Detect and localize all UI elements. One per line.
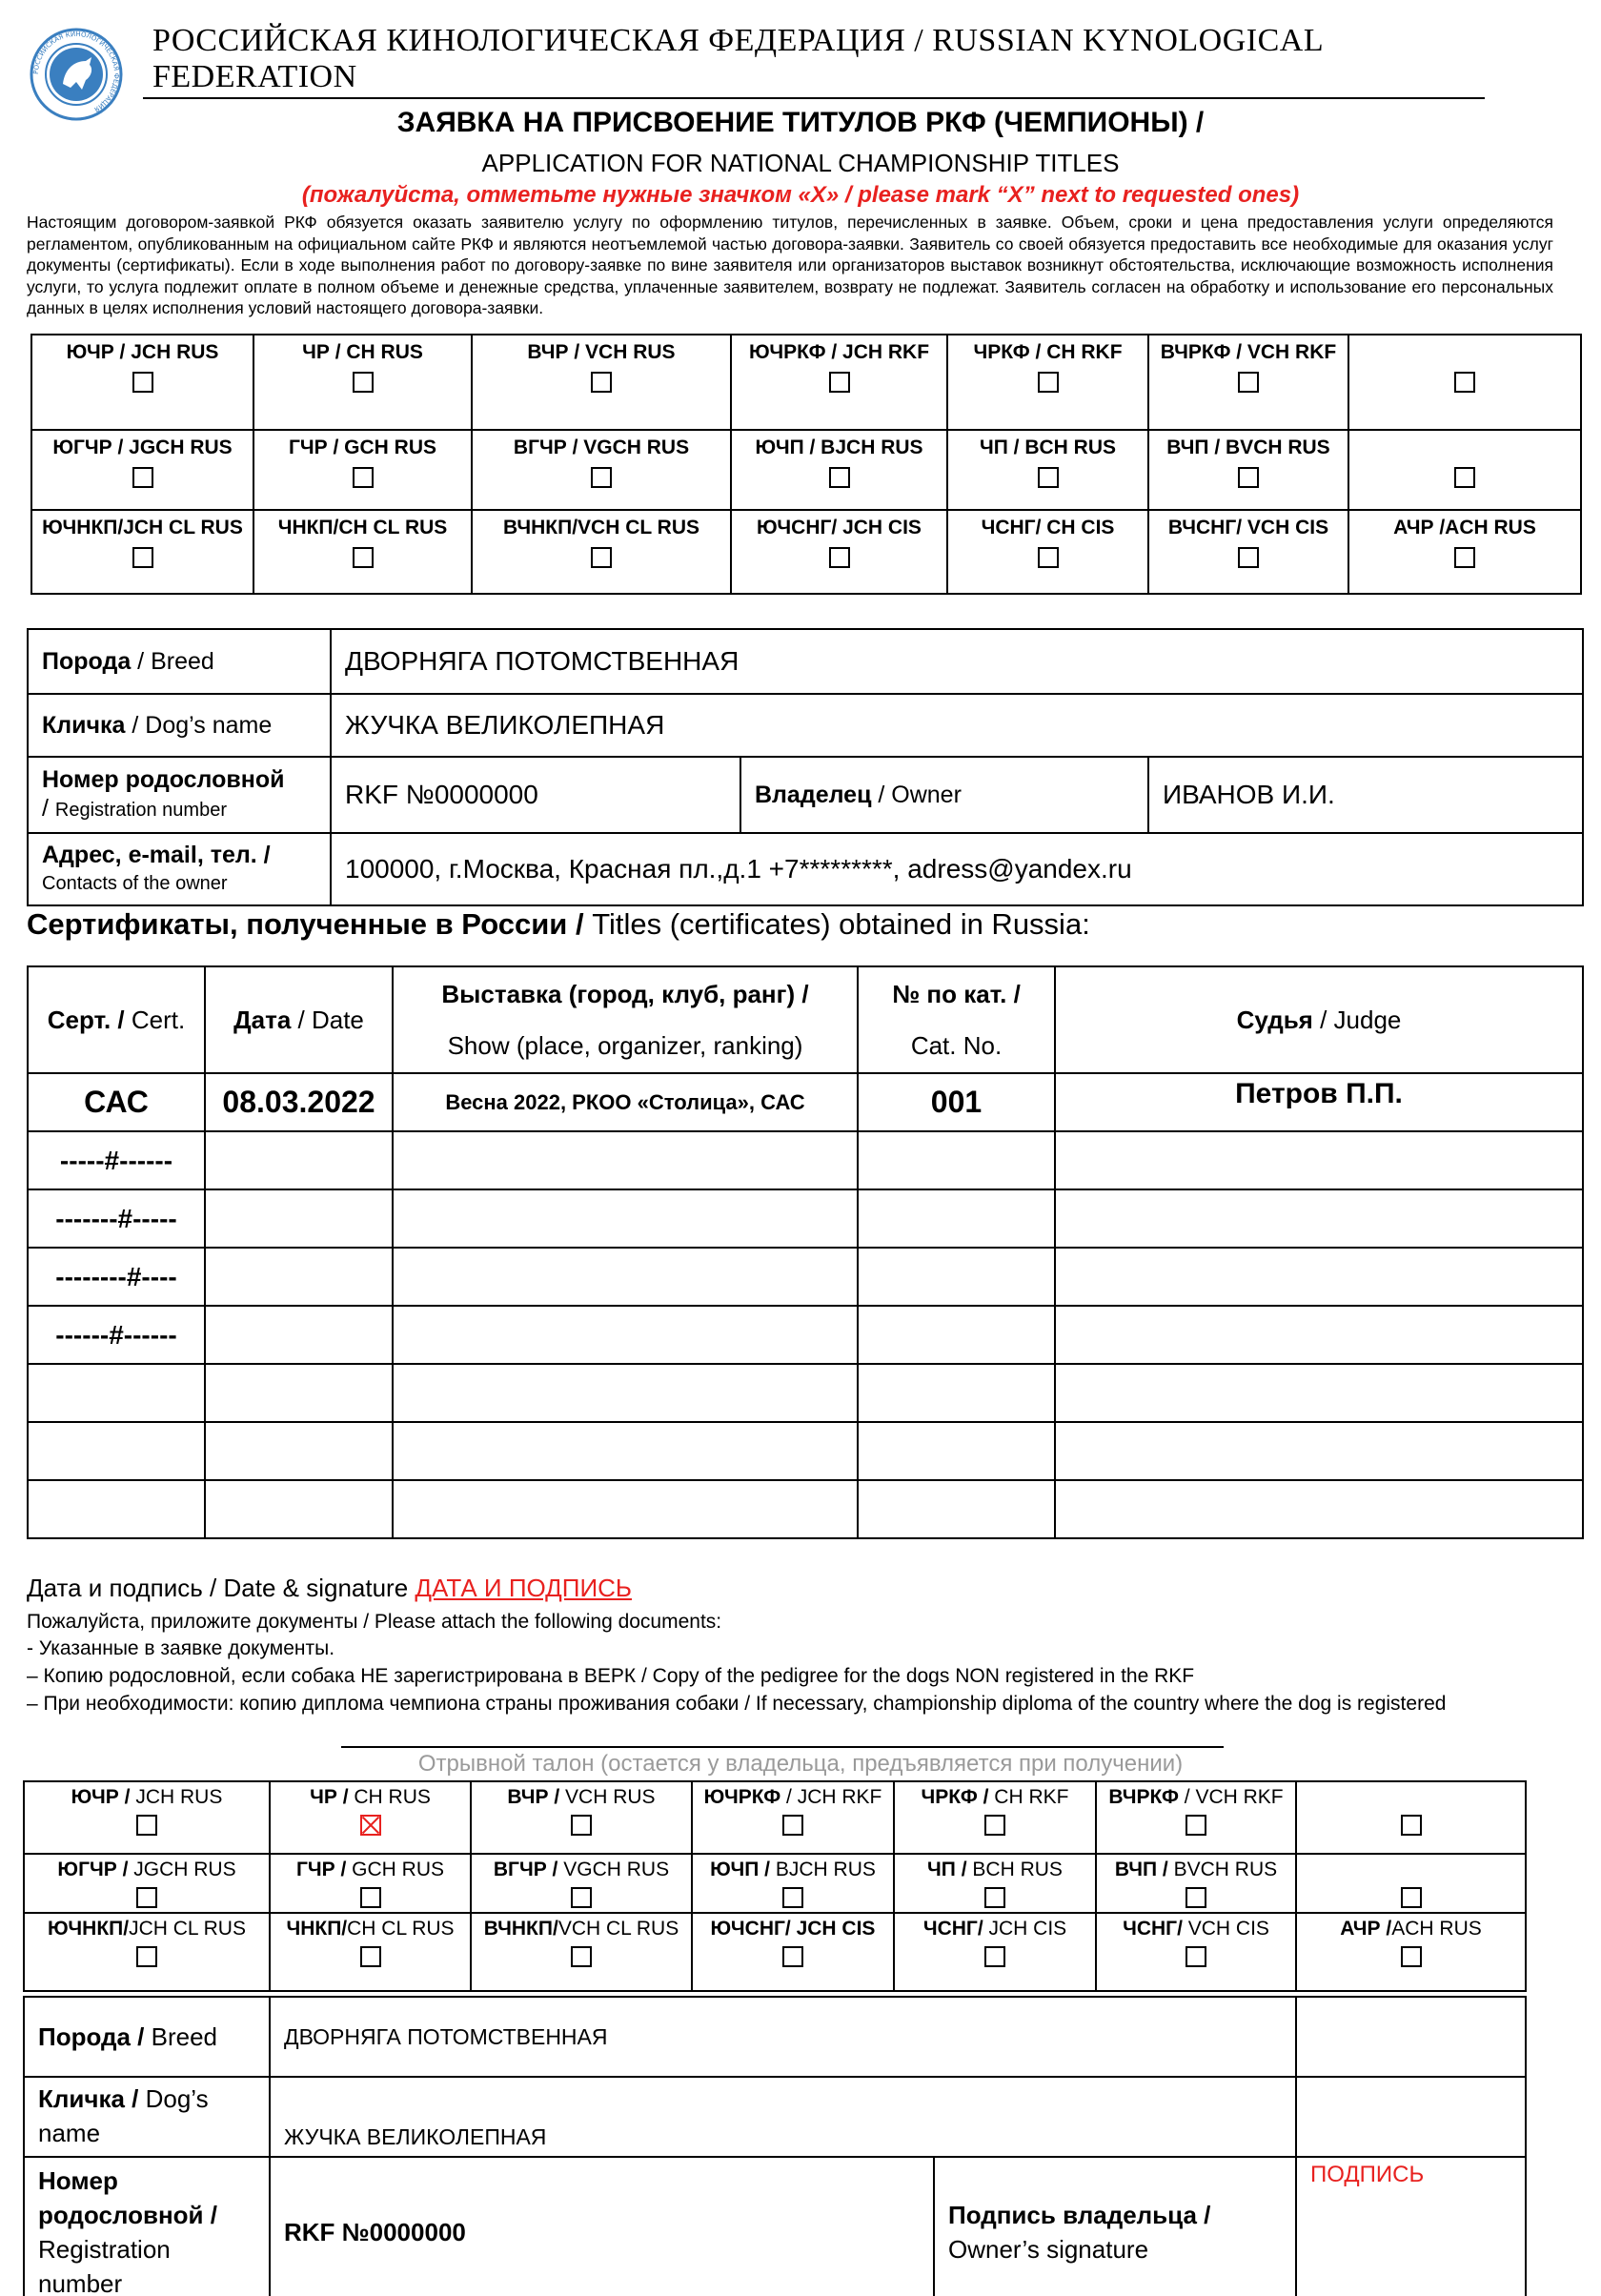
contacts-value[interactable]: 100000, г.Москва, Красная пл.,д.1 +7*********, adress@yandex.ru (331, 833, 1583, 905)
table-row (28, 1131, 1583, 1189)
stub-title-cell: ЧСНГ/ JCH CIS (894, 1913, 1096, 1991)
stub-checkbox[interactable] (360, 1887, 381, 1908)
instruction: (пожалуйста, отметьте нужные значком «Х» / please mark “X” next to requested ones) (301, 182, 1300, 208)
stub-title-cell: ЮЧР / JCH RUS (24, 1781, 270, 1854)
title-cell: ЧСНГ/ CH CIS (947, 510, 1148, 594)
cert-cell[interactable]: САС (28, 1073, 205, 1131)
cat-cell[interactable] (858, 1364, 1055, 1422)
title-checkbox[interactable] (829, 547, 850, 568)
cat-cell[interactable] (858, 1189, 1055, 1248)
title-cell: ЧП / BCH RUS (947, 430, 1148, 510)
stub-title-cell: ЮЧСНГ/ JCH CIS (692, 1913, 894, 1991)
show-cell[interactable]: Весна 2022, РКОО «Столица», САС (393, 1073, 858, 1131)
title-cell: ЮЧР / JCH RUS (31, 335, 253, 430)
stub-checkbox-checked[interactable] (360, 1815, 381, 1836)
date-cell[interactable] (205, 1306, 393, 1364)
show-cell[interactable] (393, 1248, 858, 1306)
date-cell[interactable] (205, 1480, 393, 1538)
stub-title-cell: ЧСНГ/ VCH CIS (1096, 1913, 1296, 1991)
stub-dog-table (23, 1996, 1527, 2296)
stub-checkbox[interactable] (782, 1887, 803, 1908)
signature-value[interactable]: ДАТА И ПОДПИСЬ (415, 1574, 632, 1602)
stub-name-value[interactable]: ЖУЧКА ВЕЛИКОЛЕПНАЯ (270, 2077, 1296, 2157)
col-header-show: Выставка (город, клуб, ранг) / Show (place, organizer, ranking) (393, 966, 858, 1073)
title-cell: ВЧР / VCH RUS (472, 335, 731, 430)
stub-breed-value[interactable]: ДВОРНЯГА ПОТОМСТВЕННАЯ (270, 1997, 1296, 2077)
title-cell (1348, 430, 1581, 510)
title-cell: ЮЧРКФ / JCH RKF (731, 335, 947, 430)
stub-checkbox[interactable] (782, 1946, 803, 1967)
show-cell[interactable] (393, 1422, 858, 1480)
contacts-label: Адрес, e-mail, тел. / Contacts of the owner (28, 833, 331, 905)
title-checkbox[interactable] (1238, 372, 1259, 393)
stub-checkbox[interactable] (984, 1946, 1005, 1967)
date-cell[interactable] (205, 1131, 393, 1189)
cat-cell[interactable] (858, 1248, 1055, 1306)
title-checkbox[interactable] (1038, 372, 1059, 393)
judge-cell[interactable] (1055, 1480, 1583, 1538)
title-cell: АЧР /ACH RUS (1348, 510, 1581, 594)
dog-name-value[interactable]: ЖУЧКА ВЕЛИКОЛЕПНАЯ (331, 694, 1583, 757)
date-cell[interactable] (205, 1248, 393, 1306)
stub-title-cell (1296, 1781, 1526, 1854)
date-cell[interactable] (205, 1422, 393, 1480)
title-checkbox[interactable] (132, 372, 153, 393)
title-checkbox[interactable] (1238, 467, 1259, 488)
title-checkbox[interactable] (353, 467, 374, 488)
stub-title-cell: ВЧП / BVCH RUS (1096, 1854, 1296, 1913)
stub-checkbox[interactable] (1186, 1946, 1206, 1967)
title-checkbox[interactable] (132, 467, 153, 488)
owner-value[interactable]: ИВАНОВ И.И. (1148, 757, 1583, 833)
judge-cell[interactable] (1055, 1248, 1583, 1306)
stub-title-cell: ЧР / CH RUS (270, 1781, 471, 1854)
cert-cell[interactable]: --------#---- (28, 1248, 205, 1306)
stub-checkbox[interactable] (571, 1815, 592, 1836)
form-title-en: APPLICATION FOR NATIONAL CHAMPIONSHIP TITLES (481, 149, 1120, 177)
stub-breed-label: Порода / Breed (24, 1997, 270, 2077)
title-cell: ВЧРКФ / VCH RKF (1148, 335, 1348, 430)
stub-checkbox[interactable] (136, 1946, 157, 1967)
title-cell: ВЧСНГ/ VCH CIS (1148, 510, 1348, 594)
date-cell[interactable] (205, 1364, 393, 1422)
title-cell: ВГЧР / VGCH RUS (472, 430, 731, 510)
stub-checkbox[interactable] (1401, 1946, 1422, 1967)
cert-cell[interactable]: ------#------ (28, 1306, 205, 1364)
stub-registration-label: Номер родословной / Registration number (24, 2157, 270, 2296)
registration-label: Номер родословной / Registration number (28, 757, 331, 833)
stub-signature-value[interactable]: ПОДПИСЬ (1296, 2157, 1526, 2296)
title-checkbox[interactable] (1238, 547, 1259, 568)
stub-empty-cell (1296, 1997, 1526, 2077)
org-title: РОССИЙСКАЯ КИНОЛОГИЧЕСКАЯ ФЕДЕРАЦИЯ / RUSSIAN KYNOLOGICAL FEDERATION (152, 23, 1323, 94)
title-checkbox[interactable] (1038, 547, 1059, 568)
attach-item-2: – Копию родословной, если собака НЕ зарегистрирована в ВЕРК / Copy of the pedigree for the dogs NON registered in the RKF (27, 1665, 1195, 1687)
form-title-ru: ЗАЯВКА НА ПРИСВОЕНИЕ ТИТУЛОВ РКФ (ЧЕМПИОНЫ) / (396, 107, 1205, 138)
stub-caption: Отрывной талон (остается у владельца, предъявляется при получении) (417, 1751, 1184, 1777)
breed-value[interactable]: ДВОРНЯГА ПОТОМСТВЕННАЯ (331, 629, 1583, 694)
judge-cell[interactable]: Петров П.П. (1055, 1073, 1583, 1131)
title-checkbox[interactable] (1454, 467, 1475, 488)
col-header-cert: Серт. / Cert. (28, 966, 205, 1073)
stub-checkbox[interactable] (571, 1946, 592, 1967)
owner-label: Владелец / Owner (740, 757, 1148, 833)
judge-cell[interactable] (1055, 1131, 1583, 1189)
stub-checkbox[interactable] (1186, 1887, 1206, 1908)
stub-signature-label: Подпись владельца / Owner’s signature (934, 2157, 1296, 2296)
intro-text: Настоящим договором-заявкой РКФ обязуется оказать заявителю услугу по оформлению титулов, перечисленных в заявке. Объем, сроки и цена предоставления услуги определяются регламентом, опубликованным на официальном сайте РКФ и являются неотъемлемой частью договора-заявки. Заявитель со своей обязуется предоставить все необходимые для оказания услуг документы (сертификаты). Если в ходе выполнения работ по договору-заявке по вине заявителя или организаторов выставок возникнут обстоятельства, исключающие возможность исполнения услуги, то услуга подлежит оплате в полном объеме и денежные средства, уплаченные заявителем, возврату не подлежат. Заявитель согласен на обработку и использование его персональных данных в целях исполнения условий настоящего договора-заявки. (27, 213, 1553, 317)
title-cell: ЧНКП/CH CL RUS (253, 510, 472, 594)
cat-cell[interactable] (858, 1480, 1055, 1538)
stub-checkbox[interactable] (984, 1815, 1005, 1836)
title-checkbox[interactable] (591, 467, 612, 488)
date-cell[interactable]: 08.03.2022 (205, 1073, 393, 1131)
signature-line: Дата и подпись / Date & signature ДАТА И ПОДПИСЬ (27, 1574, 632, 1602)
cert-cell[interactable] (28, 1364, 205, 1422)
title-cell (1348, 335, 1581, 430)
title-cell: ГЧР / GCH RUS (253, 430, 472, 510)
cert-cell[interactable] (28, 1422, 205, 1480)
stub-checkbox[interactable] (1401, 1887, 1422, 1908)
judge-cell[interactable] (1055, 1189, 1583, 1248)
title-cell: ВЧНКП/VCH CL RUS (472, 510, 731, 594)
stub-registration-value[interactable]: RKF №0000000 (270, 2157, 934, 2296)
title-checkbox[interactable] (353, 372, 374, 393)
table-row (28, 1306, 1583, 1364)
date-cell[interactable] (205, 1189, 393, 1248)
title-checkbox[interactable] (591, 547, 612, 568)
col-header-judge: Судья / Judge (1055, 966, 1583, 1073)
title-checkbox[interactable] (132, 547, 153, 568)
title-cell: ЮЧНКП/JCH CL RUS (31, 510, 253, 594)
stub-title-cell: ВГЧР / VGCH RUS (471, 1854, 692, 1913)
attach-item-1: - Указанные в заявке документы. (27, 1637, 335, 1659)
stub-title-cell: ЮЧП / BJCH RUS (692, 1854, 894, 1913)
judge-cell[interactable] (1055, 1364, 1583, 1422)
stub-title-cell: ГЧР / GCH RUS (270, 1854, 471, 1913)
cert-cell[interactable]: -------#----- (28, 1189, 205, 1248)
stub-checkbox[interactable] (1186, 1815, 1206, 1836)
cert-cell[interactable] (28, 1480, 205, 1538)
stub-checkbox[interactable] (1401, 1815, 1422, 1836)
dog-info-table (27, 628, 1584, 906)
cat-cell[interactable] (858, 1306, 1055, 1364)
show-cell[interactable] (393, 1189, 858, 1248)
stub-checkbox[interactable] (360, 1946, 381, 1967)
stub-title-cell: ЮГЧР / JGCH RUS (24, 1854, 270, 1913)
title-cell: ВЧП / BVCH RUS (1148, 430, 1348, 510)
stub-title-cell: ЮЧРКФ / JCH RKF (692, 1781, 894, 1854)
title-checkbox[interactable] (1038, 467, 1059, 488)
stub-checkbox[interactable] (136, 1887, 157, 1908)
stub-title-cell: ЮЧНКП/JCH CL RUS (24, 1913, 270, 1991)
dog-name-label: Кличка / Dog’s name (28, 694, 331, 757)
table-row (28, 1480, 1583, 1538)
stub-titles-grid (23, 1780, 1527, 1992)
title-checkbox[interactable] (1454, 372, 1475, 393)
table-row (28, 1422, 1583, 1480)
title-checkbox[interactable] (1454, 547, 1475, 568)
judge-cell[interactable] (1055, 1422, 1583, 1480)
stub-empty-cell (1296, 2077, 1526, 2157)
header-rule (143, 97, 1485, 99)
title-cell: ЮЧСНГ/ JCH CIS (731, 510, 947, 594)
table-row (28, 1073, 1583, 1131)
attach-item-3: – При необходимости: копию диплома чемпиона страны проживания собаки / If necessary, championship diploma of the country where the dog is registered (27, 1693, 1447, 1715)
cat-cell[interactable] (858, 1131, 1055, 1189)
stub-title-cell: АЧР /ACH RUS (1296, 1913, 1526, 1991)
show-cell[interactable] (393, 1131, 858, 1189)
table-row (28, 1189, 1583, 1248)
logo-ring-text: РОССИЙСКАЯ КИНОЛОГИЧЕСКАЯ ФЕДЕРАЦИЯ (31, 30, 121, 113)
stub-checkbox[interactable] (782, 1815, 803, 1836)
stub-title-cell (1296, 1854, 1526, 1913)
titles-grid (30, 334, 1582, 595)
title-cell: ЧРКФ / CH RKF (947, 335, 1148, 430)
stub-title-cell: ЧРКФ / CH RKF (894, 1781, 1096, 1854)
certificates-table (27, 965, 1584, 1539)
breed-label: Порода / Breed (28, 629, 331, 694)
cat-cell[interactable] (858, 1422, 1055, 1480)
col-header-cat: № по кат. / Cat. No. (858, 966, 1055, 1073)
stub-checkbox[interactable] (984, 1887, 1005, 1908)
cat-cell[interactable]: 001 (858, 1073, 1055, 1131)
show-cell[interactable] (393, 1364, 858, 1422)
title-checkbox[interactable] (353, 547, 374, 568)
stub-title-cell: ЧП / BCH RUS (894, 1854, 1096, 1913)
title-cell: ЮЧП / BJCH RUS (731, 430, 947, 510)
title-cell: ЧР / CH RUS (253, 335, 472, 430)
table-row (28, 1248, 1583, 1306)
stub-title-cell: ВЧНКП/VCH CL RUS (471, 1913, 692, 1991)
stub-checkbox[interactable] (136, 1815, 157, 1836)
stub-name-label: Кличка / Dog’s name (24, 2077, 270, 2157)
stub-checkbox[interactable] (571, 1887, 592, 1908)
cert-cell[interactable]: -----#------ (28, 1131, 205, 1189)
title-checkbox[interactable] (591, 372, 612, 393)
certificates-heading: Сертификаты, полученные в России / Titles (certificates) obtained in Russia: (27, 907, 1090, 941)
col-header-date: Дата / Date (205, 966, 393, 1073)
stub-title-cell: ВЧР / VCH RUS (471, 1781, 692, 1854)
registration-value[interactable]: RKF №0000000 (331, 757, 740, 833)
title-checkbox[interactable] (829, 467, 850, 488)
cut-line (341, 1746, 1224, 1748)
title-cell: ЮГЧР / JGCH RUS (31, 430, 253, 510)
table-row (28, 1364, 1583, 1422)
stub-title-cell: ВЧРКФ / VCH RKF (1096, 1781, 1296, 1854)
title-checkbox[interactable] (829, 372, 850, 393)
stub-title-cell: ЧНКП/CH CL RUS (270, 1913, 471, 1991)
show-cell[interactable] (393, 1306, 858, 1364)
show-cell[interactable] (393, 1480, 858, 1538)
judge-cell[interactable] (1055, 1306, 1583, 1364)
attach-title: Пожалуйста, приложите документы / Please attach the following documents: (27, 1611, 722, 1633)
